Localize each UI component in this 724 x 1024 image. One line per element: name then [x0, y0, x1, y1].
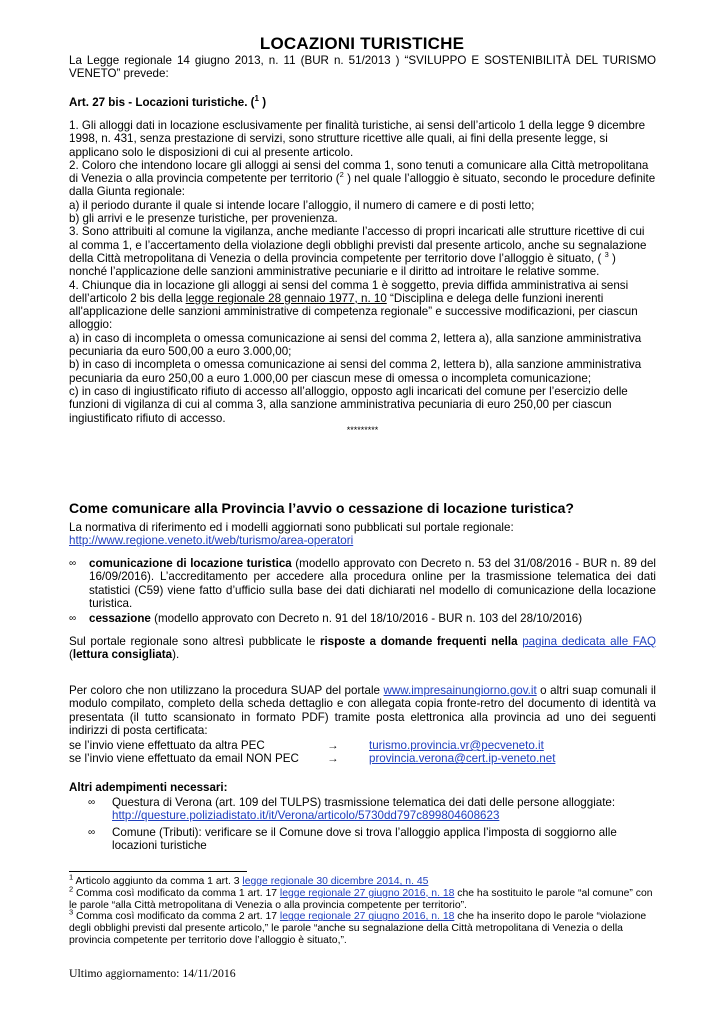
- footnote-1: $^1$ Articolo aggiunto da comma 1 art. 3 legge regionale 30 dicembre 2014, n. 45: [69, 872, 429, 887]
- footnote-2: $^2$ Comma così modificato da comma 1 art. 17 legge regionale 27 giugno 2016, n. 18 che ha sostituito le parole “al comune” con le parole “alla Città metropolitana di Venezia o alla provincia competente per territorio”.: [69, 884, 653, 911]
- comma-4-b: b) in caso di incompleta o omessa comunicazione ai sensi del comma 2, lettera b), alla sanzione amministrativa pecuniaria da euro 250,00 a euro 1.000,00 per ciascun mese di omessa o incompleta comunicazione;: [69, 358, 642, 385]
- footnote-2-link[interactable]: legge regionale 27 giugno 2016, n. 18: [279, 887, 455, 899]
- article-body: [69, 119, 656, 435]
- footnote-3-link[interactable]: legge regionale 27 giugno 2016, n. 18: [279, 911, 455, 923]
- section-heading: Come comunicare alla Provincia l’avvio o cessazione di locazione turistica?: [69, 500, 574, 516]
- list-item: ∞ Questura di Verona (art. 109 del TULPS) trasmissione telematica dei dati delle persone alloggiate: http://questure.poliziadistato.it/it/Verona/articolo/5730dd797c899804608623: [88, 796, 616, 823]
- pec-row: se l’invio viene effettuato da altra PEC → turismo.provincia.vr@pecveneto.it: [69, 739, 544, 752]
- list-item: ∞ cessazione (modello approvato con Decreto n. 91 del 18/10/2016 - BUR n. 103 del 28/10/2016): [69, 612, 583, 626]
- other-obligations-heading: Altri adempimenti necessari:: [69, 781, 228, 794]
- footnote-ref-2[interactable]: 2: [339, 170, 344, 180]
- comma-3: 3. Sono attribuiti al comune la vigilanza, anche mediante l’accesso di propri incaricati alle strutture ricettive di cui al comma 1, e l’accertamento della violazione degli obblighi previsti dal presente articolo, anche su segnalazione della Città metropolitana di Venezia o della provincia competente per territorio dove l’alloggio è situato, ( $^3$ ) nonché l’applicazione delle sanzioni amministrative pecuniarie e il diritto ad introitare le relative somme.: [69, 225, 647, 279]
- questura-link[interactable]: http://questure.poliziadistato.it/it/Verona/articolo/5730dd797c899804608623: [112, 809, 500, 823]
- comma-1: 1. Gli alloggi dati in locazione esclusivamente per finalità turistiche, ai sensi dell’articolo 1 della legge 9 dicembre 1998, n. 431, senza prestazione di servizi, sono strutture ricettive alle quali, ai fini della presente legge, si applicano solo le disposizioni di cui al presente articolo.: [69, 119, 646, 159]
- pec-address-table: [69, 739, 656, 766]
- comma-2-b: b) gli arrivi e le presenze turistiche, per provenienza.: [69, 212, 338, 226]
- infinity-bullet-icon: ∞: [69, 558, 77, 569]
- article-heading: Art. 27 bis - Locazioni turistiche. ($^1$ ): [69, 94, 267, 109]
- footnotes: [69, 872, 656, 947]
- regione-link[interactable]: http://www.regione.veneto.it/web/turismo/area-operatori: [69, 534, 354, 548]
- comma-2-a: a) il periodo durante il quale si intende locare l’alloggio, il numero di camere e di posti letto;: [69, 198, 535, 212]
- impresainungiorno-link[interactable]: www.impresainungiorno.gov.it: [383, 684, 537, 697]
- faq-paragraph: Sul portale regionale sono altresì pubblicate le risposte a domande frequenti nella pagina dedicata alle FAQ (lettura consigliata).: [69, 635, 657, 662]
- other-obligations-list: [88, 796, 656, 852]
- footnote-ref-3[interactable]: 3: [604, 250, 609, 260]
- law-reference-link[interactable]: legge regionale 28 gennaio 1977, n. 10: [185, 291, 387, 305]
- pec-email-link[interactable]: turismo.provincia.vr@pecveneto.it: [369, 739, 544, 752]
- last-updated: Ultimo aggiornamento: 14/11/2016: [69, 966, 236, 980]
- list-item: ∞ comunicazione di locazione turistica (modello approvato con Decreto n. 53 del 31/08/2016 - BUR n. 89 del 16/09/2016). L’accreditamento per accedere alla procedura online per la trasmissione telematica dei dati statistici (C59) viene fatto d’ufficio sulla base dei dati dichiarati nel modello di comunicazione della locazione turistica.: [69, 557, 656, 610]
- footnote-3: $^3$ Comma così modificato da comma 2 art. 17 legge regionale 27 giugno 2016, n. 18 che ha inserito dopo le parole “violazione degli obblighi previsti dal presente articolo,” le parole “anche su segnalazione della Città metropolitana di Venezia o della provincia competente per territorio dove l’alloggio è situato,”.: [69, 907, 647, 946]
- page-title: LOCAZIONI TURISTICHE: [259, 34, 465, 53]
- comma-4-a: a) in caso di incompleta o omessa comunicazione ai sensi del comma 2, lettera a), alla sanzione amministrativa pecuniaria da euro 500,00 a euro 3.000,00;: [69, 331, 642, 359]
- comma-2: 2. Coloro che intendono locare gli alloggi ai sensi del comma 1, sono tenuti a comunicare alla Città metropolitana di Venezia o alla provincia competente per territorio ($^2$ ) nel quale l’alloggio è situato, secondo le procedure definite dalla Giunta regionale:: [69, 158, 656, 199]
- footnote-divider: [69, 871, 247, 872]
- footnote-ref-1[interactable]: 1: [254, 94, 259, 104]
- arrow-right-icon: →: [327, 752, 339, 766]
- suap-paragraph: Per coloro che non utilizzano la procedura SUAP del portale www.impresainungiorno.gov.it o altri suap comunali il modulo compilato, completo della scheda dettaglio e con allegata copia fronte-retro del documento di identità va presentata (il tutto scansionato in formato PDF) tramite posta elettronica alla provincia ad uno dei seguenti indirizzi di posta certificata:: [69, 684, 656, 737]
- pec-row: se l’invio viene effettuato da email NON PEC → provincia.verona@cert.ip-veneto.net: [69, 752, 556, 766]
- comma-4-c: c) in caso di ingiustificato rifiuto di accesso all’alloggio, opposto agli incaricati del comune per l’esercizio delle funzioni di vigilanza di cui al comma 3, alla sanzione amministrativa pecuniaria di euro 250,00 per ciascun ingiustificato rifiuto di accesso.: [69, 384, 628, 425]
- reference-paragraph: La normativa di riferimento ed i modelli aggiornati sono pubblicati sul portale regionale: http://www.regione.veneto.it/web/turismo/area-operatori: [69, 521, 514, 548]
- faq-link[interactable]: pagina dedicata alle FAQ: [522, 635, 657, 648]
- communication-list: [69, 557, 656, 625]
- footnote-1-link[interactable]: legge regionale 30 dicembre 2014, n. 45: [242, 876, 429, 887]
- comma-4: 4. Chiunque dia in locazione gli alloggi ai sensi del comma 1 è soggetto, previa diffida amministrativa ai sensi dell’articolo 2 bis della legge regionale 28 gennaio 1977, n. 10 “Disciplina e delega delle funzioni inerenti all'applicazione delle sanzioni amministrative di competenza regionale” e successive modificazioni, per ciascun alloggio:: [69, 278, 638, 332]
- list-item: ∞ Comune (Tributi): verificare se il Comune dove si trova l’alloggio applica l’imposta di soggiorno alle locazioni turistiche: [88, 825, 617, 852]
- separator: *********: [346, 424, 379, 435]
- infinity-bullet-icon: ∞: [88, 797, 96, 808]
- arrow-right-icon: →: [327, 739, 339, 752]
- intro-paragraph: La Legge regionale 14 giugno 2013, n. 11 (BUR n. 51/2013 ) “SVILUPPO E SOSTENIBILITÀ DEL TURISMO VENETO” prevede:: [69, 54, 656, 81]
- infinity-bullet-icon: ∞: [88, 826, 96, 838]
- infinity-bullet-icon: ∞: [69, 613, 77, 625]
- non-pec-email-link[interactable]: provincia.verona@cert.ip-veneto.net: [369, 752, 556, 766]
